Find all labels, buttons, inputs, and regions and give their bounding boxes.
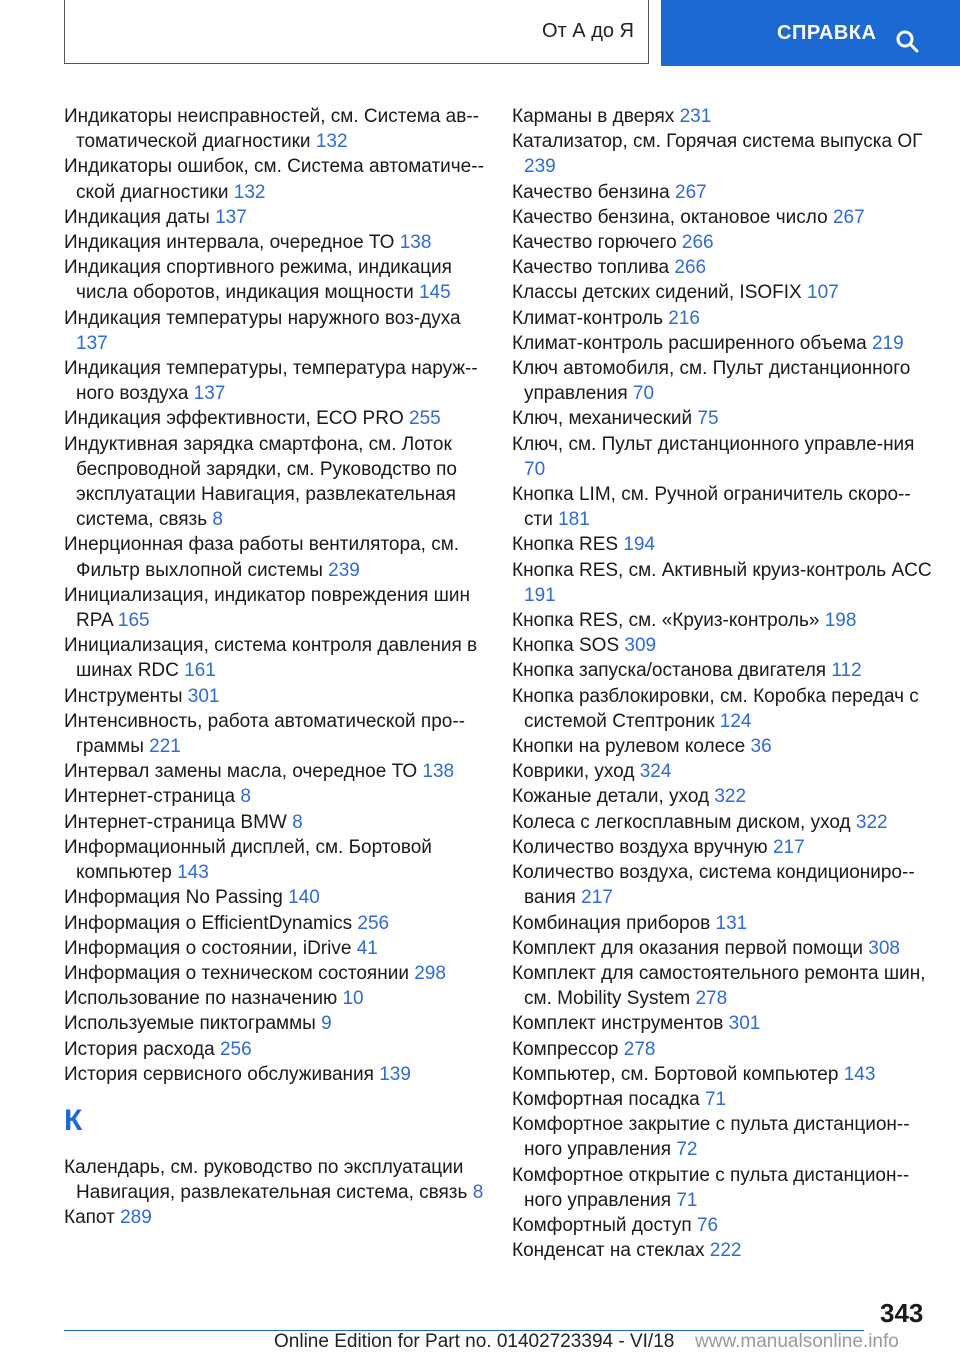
- page-link[interactable]: 266: [674, 257, 707, 279]
- page-link[interactable]: 256: [219, 1038, 252, 1060]
- index-entry: [512, 658, 932, 683]
- index-entry: [512, 532, 932, 557]
- index-entry: [64, 759, 484, 784]
- index-entry: [64, 432, 484, 533]
- index-entry: [512, 230, 932, 255]
- index-entry: [512, 356, 932, 406]
- index-entry: [512, 432, 932, 482]
- index-entry: [64, 684, 484, 709]
- tab-a-to-z[interactable]: [64, 0, 649, 64]
- page-link[interactable]: 131: [715, 912, 748, 934]
- index-entry-text: Индикация эффективности, ECO PRO: [64, 408, 404, 430]
- index-entry-text: Комфортный доступ: [512, 1214, 692, 1236]
- page-link[interactable]: 256: [357, 912, 390, 934]
- index-entry: [64, 1037, 484, 1062]
- index-entry: [64, 1011, 484, 1036]
- top-navigation: [0, 0, 960, 66]
- page-link[interactable]: 267: [675, 181, 707, 203]
- index-list-k-continued: [512, 104, 932, 1263]
- index-entry: [64, 583, 484, 633]
- index-entry-text: Ключ автомобиля, см. Пульт дистанционного управления: [512, 358, 911, 405]
- page-link[interactable]: 143: [843, 1063, 876, 1085]
- page-link[interactable]: 222: [709, 1240, 742, 1262]
- index-entry-text: Инерционная фаза работы вентилятора, см. Фильтр выхлопной системы: [64, 534, 460, 581]
- page-link[interactable]: 41: [356, 937, 378, 959]
- index-entry: [512, 1087, 932, 1112]
- index-entry-text: История расхода: [64, 1038, 215, 1060]
- index-entry-text: Индикация температуры наружного воз-духа: [64, 307, 461, 329]
- index-entry-text: Инициализация, индикатор повреждения шин RPA: [64, 584, 470, 632]
- index-entry-text: Индикация даты: [64, 206, 210, 228]
- index-entry: [64, 936, 484, 961]
- page-link[interactable]: 324: [639, 761, 672, 783]
- page-link[interactable]: 137: [193, 383, 226, 405]
- page-link[interactable]: 138: [422, 761, 455, 783]
- index-entry: [64, 885, 484, 910]
- page-link[interactable]: 140: [288, 887, 320, 909]
- index-entry-text: Интернет-страница: [64, 786, 236, 808]
- index-entry-text: Комфортная посадка: [512, 1088, 700, 1110]
- page-link[interactable]: 132: [233, 181, 266, 203]
- page-link[interactable]: 308: [868, 937, 900, 959]
- index-entry-text: Классы детских сидений, ISOFIX: [512, 282, 802, 304]
- index-entry-text: Компьютер, см. Бортовой компьютер: [512, 1063, 839, 1085]
- page-link[interactable]: 278: [623, 1038, 656, 1060]
- page-link[interactable]: 138: [399, 232, 432, 254]
- index-entry-text: Информационный дисплей, см. Бортовой компьютер: [64, 836, 432, 884]
- index-entry-text: Индуктивная зарядка смартфона, см. Лоток беспроводной зарядки, см. Руководство по эксплуатации Навигация, развлекательная система, связь: [64, 433, 458, 531]
- index-entry: [64, 406, 484, 431]
- index-entry: [64, 154, 484, 204]
- page-link[interactable]: 107: [807, 282, 839, 304]
- index-entry-text: Комплект для оказания первой помощи: [512, 937, 863, 959]
- index-entry: [64, 255, 484, 305]
- index-entry-text: Индикаторы ошибок, см. Система автоматиче-ской диагностики: [64, 156, 484, 203]
- index-entry: [512, 911, 932, 936]
- index-entry: [64, 911, 484, 936]
- page-link[interactable]: 10: [342, 988, 364, 1010]
- index-entry-text: Ключ, см. Пульт дистанционного управле-ния: [512, 433, 915, 455]
- index-entry-text: Инициализация, система контроля давления в шинах RDC: [64, 635, 478, 682]
- page-link[interactable]: 255: [409, 408, 441, 430]
- page-link[interactable]: 194: [623, 534, 656, 556]
- page-link[interactable]: 8: [240, 786, 251, 808]
- index-entry: [512, 482, 932, 532]
- index-entry-text: Кнопка разблокировки, см. Коробка передач с системой Стептроник: [512, 685, 919, 732]
- index-entry: [512, 205, 932, 230]
- index-entry-text: Коврики, уход: [512, 761, 635, 783]
- page-link[interactable]: 137: [215, 206, 247, 228]
- index-entry: [64, 709, 484, 759]
- index-entry-text: Ключ, механический: [512, 408, 693, 430]
- index-entry: [512, 180, 932, 205]
- index-entry: [512, 1037, 932, 1062]
- index-entry: [512, 608, 932, 633]
- page-link[interactable]: 70: [632, 383, 655, 405]
- page-link[interactable]: 8: [472, 1182, 484, 1204]
- page-link[interactable]: 112: [831, 660, 862, 682]
- page-link[interactable]: 8: [212, 509, 223, 531]
- page-link[interactable]: 322: [714, 786, 747, 808]
- index-entry: [64, 104, 484, 154]
- page-link[interactable]: 36: [750, 736, 772, 758]
- page-link[interactable]: 72: [676, 1139, 698, 1161]
- index-entry-text: Качество бензина, октановое число: [512, 206, 828, 228]
- index-entry: [512, 1213, 932, 1238]
- index-entry-text: Индикация температуры, температура наруж-ного воздуха: [64, 358, 478, 405]
- index-entry-text: Информация No Passing: [64, 887, 283, 909]
- index-entry-text: Кнопка RES: [512, 534, 619, 556]
- index-entry: [512, 280, 932, 305]
- index-entry: [64, 810, 484, 835]
- footer-edition: Online Edition for Part no. 01402723394 - VI/18: [274, 1331, 675, 1352]
- index-entry: [512, 1112, 932, 1162]
- index-entry: [512, 255, 932, 280]
- index-entry-text: Комплект инструментов: [512, 1013, 724, 1035]
- index-entry: [512, 759, 932, 784]
- index-entry: [64, 205, 484, 230]
- index-entry: [512, 406, 932, 431]
- index-entry-text: Кнопка RES, см. «Круиз-контроль»: [512, 610, 820, 632]
- index-entry-text: Колеса с легкосплавным диском, уход: [512, 811, 851, 833]
- page-link[interactable]: 70: [524, 458, 546, 480]
- index-entry: [64, 784, 484, 809]
- index-entry: [512, 684, 932, 734]
- page-link[interactable]: 161: [184, 660, 216, 682]
- page-link[interactable]: 145: [418, 282, 451, 304]
- page-number: 343: [880, 1298, 924, 1328]
- index-entry-text: Интенсивность, работа автоматической про-граммы: [64, 710, 465, 758]
- index-entry: [512, 331, 932, 356]
- index-entry-text: Информация о техническом состоянии: [64, 962, 409, 984]
- index-entry: [64, 230, 484, 255]
- index-entry-text: Компрессор: [512, 1038, 619, 1060]
- page-link[interactable]: 267: [832, 206, 865, 228]
- index-entry-text: Интернет-страница BMW: [64, 811, 287, 833]
- page-link[interactable]: 301: [187, 685, 220, 707]
- page-link[interactable]: 231: [679, 106, 712, 127]
- page-link[interactable]: 9: [321, 1013, 332, 1035]
- page-link[interactable]: 132: [315, 131, 348, 153]
- index-entry-text: Конденсат на стеклах: [512, 1240, 705, 1262]
- page-link[interactable]: 278: [695, 988, 728, 1010]
- index-list-k: [64, 1155, 484, 1231]
- index-entry-text: Катализатор, см. Горячая система выпуска ОГ: [512, 131, 923, 153]
- index-entry-text: Кожаные детали, уход: [512, 786, 710, 808]
- index-entry-text: Кнопка RES, см. Активный круиз-контроль ACC: [512, 559, 932, 581]
- page-link[interactable]: 217: [772, 836, 805, 858]
- index-column-left: [64, 104, 484, 1231]
- index-entry-text: Интервал замены масла, очередное ТО: [64, 761, 418, 783]
- index-entry: [64, 306, 484, 356]
- index-entry: [512, 104, 932, 129]
- page-link[interactable]: 266: [681, 232, 714, 254]
- index-entry-text: Количество воздуха вручную: [512, 836, 768, 858]
- index-entry-text: Качество топлива: [512, 257, 670, 279]
- index-entry-text: Комплект для самостоятельного ремонта шин, см. Mobility System: [512, 962, 926, 1010]
- index-entry-text: Комфортное открытие с пульта дистанцион-ного управления: [512, 1164, 910, 1211]
- index-entry: [512, 558, 932, 608]
- index-entry: [64, 532, 484, 582]
- index-entry: [64, 633, 484, 683]
- index-entry: [512, 784, 932, 809]
- index-entry-text: Индикаторы неисправностей, см. Система ав-томатической диагностики: [64, 106, 479, 153]
- index-entry: [512, 1163, 932, 1213]
- index-entry-text: Кнопка LIM, см. Ручной ограничитель скоро-сти: [512, 484, 911, 531]
- index-entry-text: Инструменты: [64, 685, 183, 707]
- index-entry: [512, 835, 932, 860]
- page-link[interactable]: 217: [581, 887, 613, 909]
- page-link[interactable]: 289: [120, 1207, 152, 1229]
- index-entry-text: Календарь, см. руководство по эксплуатации Навигация, развлекательная система, связь: [64, 1156, 468, 1204]
- index-entry-text: Количество воздуха, система кондициониро-вания: [512, 862, 915, 909]
- index-entry: [512, 734, 932, 759]
- page-link[interactable]: 191: [524, 584, 556, 606]
- index-entry-text: Качество горючего: [512, 232, 677, 254]
- index-entry: [512, 1011, 932, 1036]
- index-entry-text: Используемые пиктограммы: [64, 1013, 316, 1035]
- index-entry-text: Климат-контроль расширенного объема: [512, 332, 867, 354]
- index-entry-text: Комфортное закрытие с пульта дистанцион-ного управления: [512, 1114, 910, 1161]
- page-link[interactable]: 239: [328, 559, 360, 581]
- index-entry: [512, 1062, 932, 1087]
- index-entry: [512, 936, 932, 961]
- page-link[interactable]: 219: [871, 332, 904, 354]
- index-entry: [512, 1238, 932, 1263]
- index-entry-text: История сервисного обслуживания: [64, 1063, 374, 1085]
- index-entry: [512, 961, 932, 1011]
- page-link[interactable]: 71: [676, 1189, 698, 1211]
- page-link[interactable]: 137: [76, 332, 108, 354]
- page-link[interactable]: 198: [824, 610, 857, 632]
- search-icon[interactable]: [895, 29, 919, 53]
- tab-help-label: СПРАВКА: [777, 21, 877, 44]
- index-entry-text: Кнопка SOS: [512, 635, 620, 657]
- index-entry: [64, 1062, 484, 1087]
- page-link[interactable]: 8: [292, 811, 303, 833]
- index-entry: [64, 1205, 484, 1230]
- index-entry: [64, 986, 484, 1011]
- index-entry: [512, 633, 932, 658]
- page-link[interactable]: 76: [696, 1214, 719, 1236]
- page-link[interactable]: 239: [524, 156, 556, 178]
- section-letter: К: [64, 1103, 83, 1137]
- page-link[interactable]: 309: [624, 635, 657, 657]
- index-entry-text: Карманы в дверях: [512, 106, 675, 127]
- page-link[interactable]: 143: [177, 862, 209, 884]
- page-link[interactable]: 301: [728, 1013, 761, 1035]
- index-list-i: [64, 104, 484, 1087]
- page-link[interactable]: 71: [704, 1088, 727, 1110]
- watermark: www.manualsonline.info: [695, 1331, 899, 1352]
- page-link[interactable]: 181: [558, 509, 590, 531]
- index-entry: [64, 961, 484, 986]
- index-entry: [512, 860, 932, 910]
- index-entry-text: Комбинация приборов: [512, 912, 711, 934]
- index-column-right: [512, 104, 932, 1263]
- index-entry: [64, 1155, 484, 1205]
- tab-a-to-z-label: От А до Я: [542, 20, 634, 42]
- page-link[interactable]: 124: [719, 710, 752, 732]
- page-link[interactable]: 322: [855, 811, 888, 833]
- index-entry: [64, 835, 484, 885]
- page-link[interactable]: 165: [117, 610, 150, 632]
- index-entry-text: Информация о состоянии, iDrive: [64, 937, 352, 959]
- page-link[interactable]: 139: [379, 1063, 411, 1085]
- index-entry: [64, 356, 484, 406]
- index-entry: [512, 306, 932, 331]
- page-link[interactable]: 75: [697, 408, 719, 430]
- index-entry-text: Климат-контроль: [512, 307, 663, 329]
- index-entry-text: Кнопка запуска/останова двигателя: [512, 660, 827, 682]
- page-link[interactable]: 216: [668, 307, 700, 329]
- index-entry-text: Индикация спортивного режима, индикация числа оборотов, индикация мощности: [64, 257, 452, 304]
- index-entry-text: Кнопки на рулевом колесе: [512, 736, 746, 758]
- index-entry-text: Использование по назначению: [64, 988, 338, 1010]
- index-entry-text: Качество бензина: [512, 181, 670, 203]
- index-entry: [512, 129, 932, 179]
- index-entry-text: Информация о EfficientDynamics: [64, 912, 353, 934]
- page-link[interactable]: 221: [149, 736, 181, 758]
- index-entry: [512, 810, 932, 835]
- index-entry-text: Капот: [64, 1207, 115, 1229]
- index-entry-text: Индикация интервала, очередное ТО: [64, 232, 395, 254]
- page-link[interactable]: 298: [414, 962, 446, 984]
